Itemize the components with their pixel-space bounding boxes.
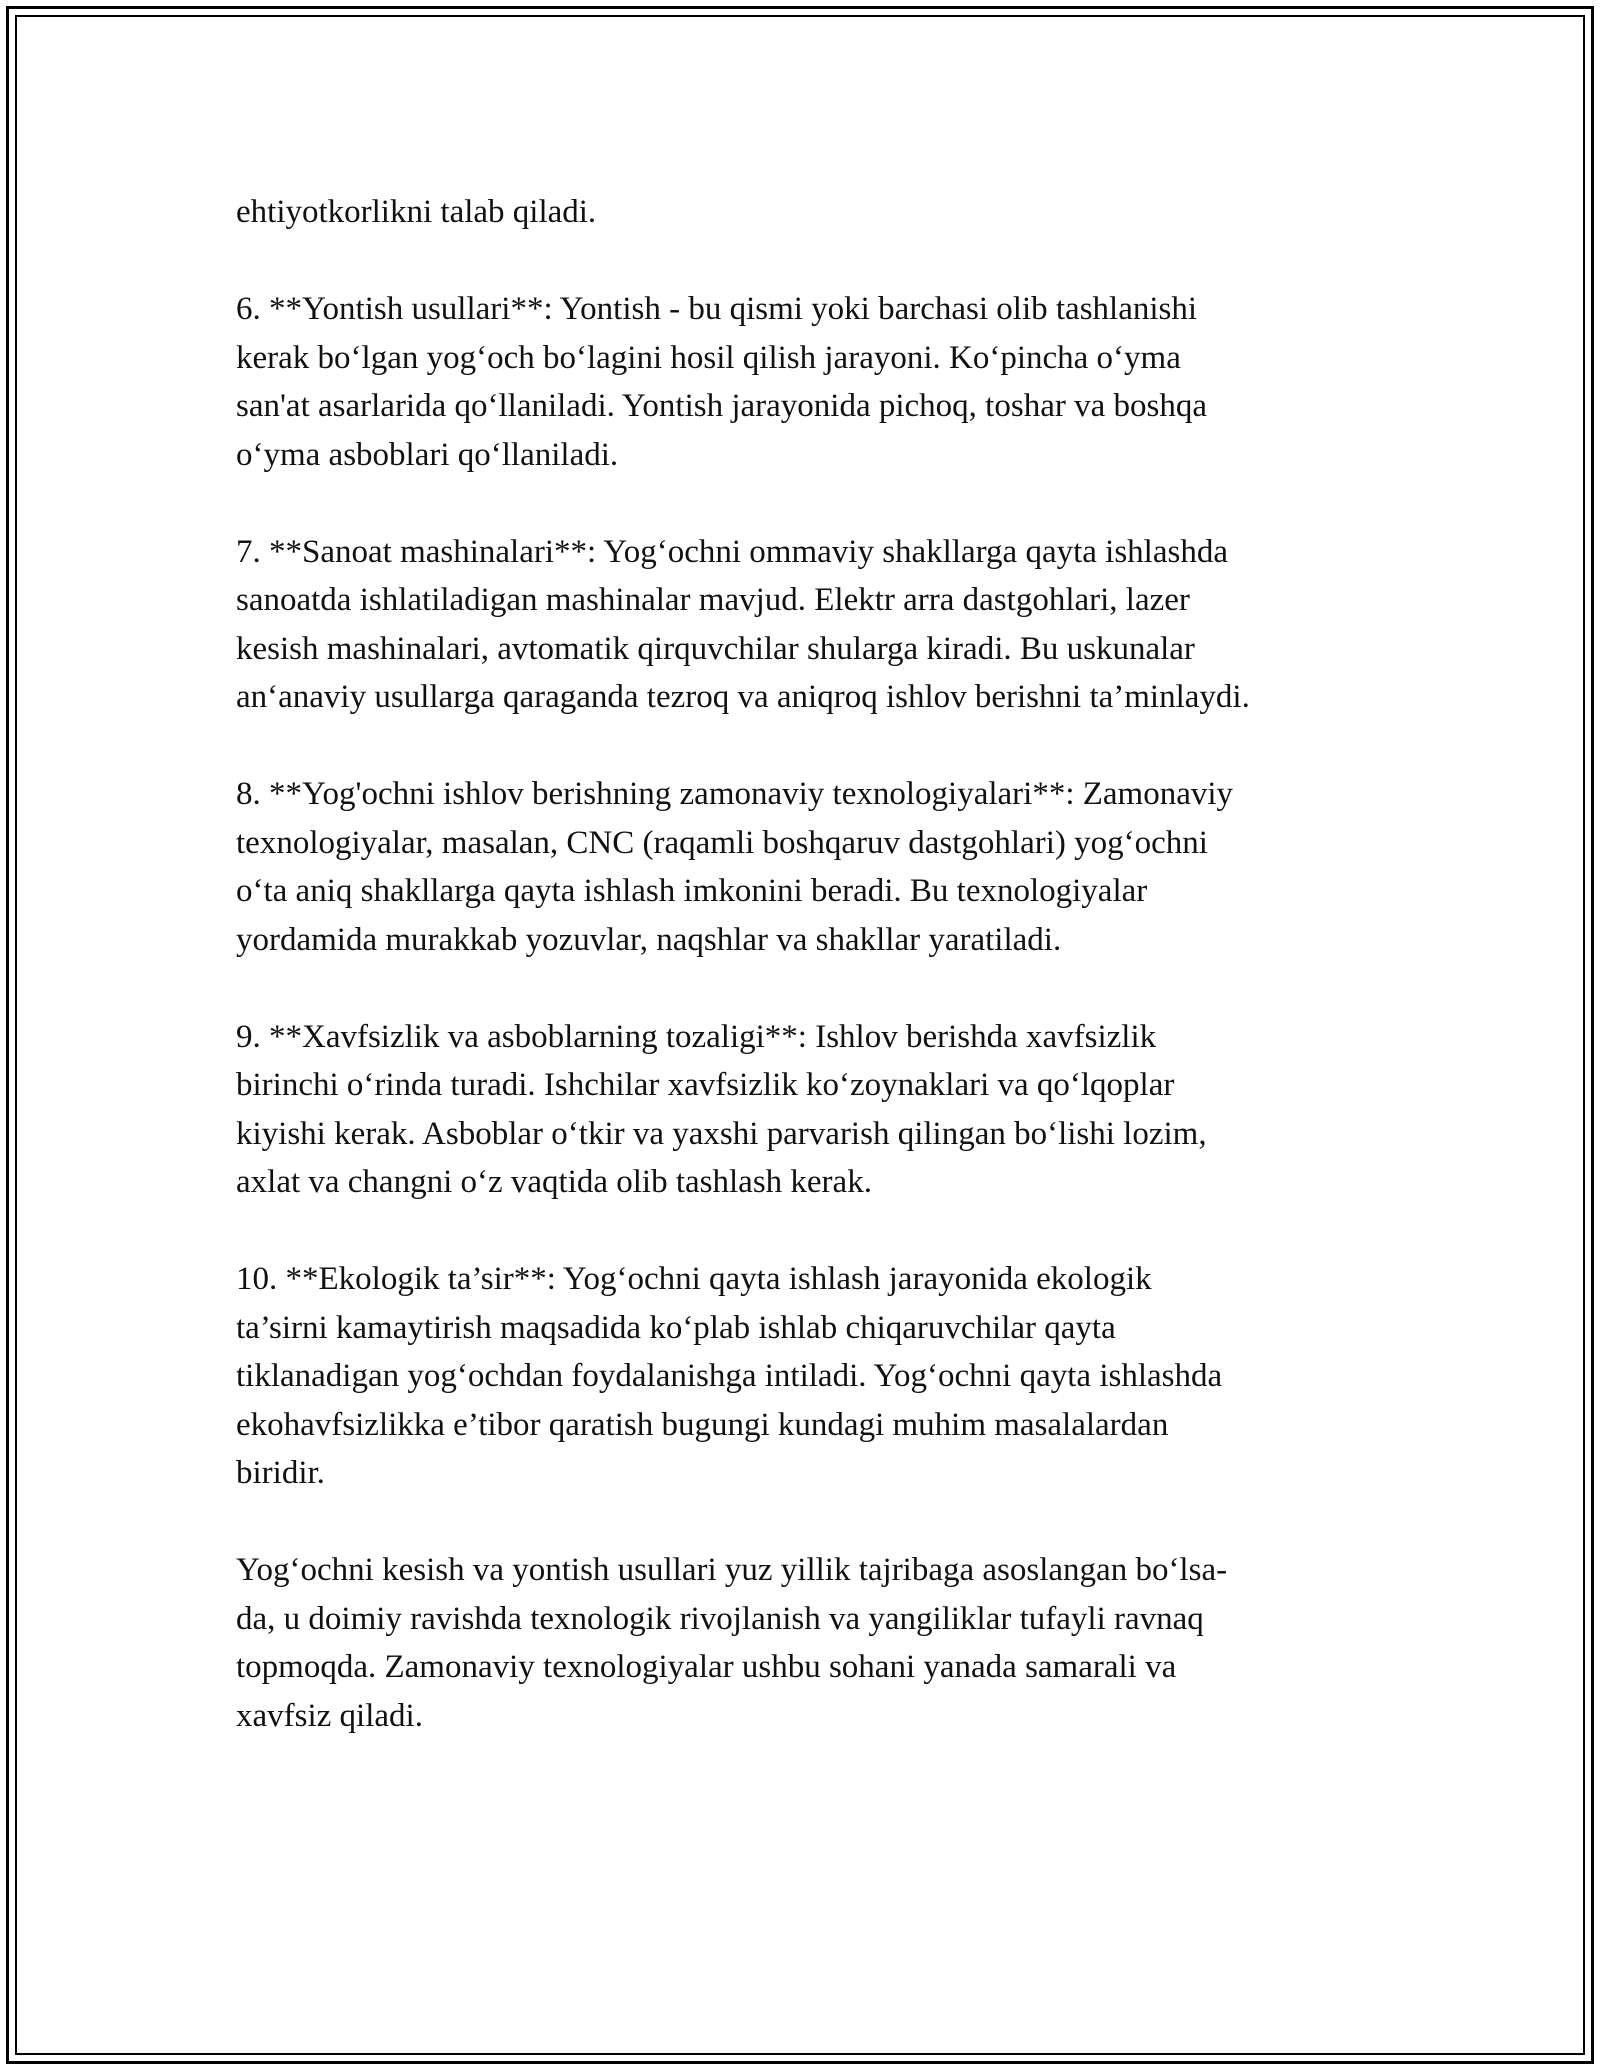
paragraph-item-6: 6. **Yontish usullari**: Yontish - bu qismi yoki barchasi olib tashlanishi kerak bo‘lgan yog‘och bo‘lagini hosil qilish jarayoni. Ko‘pincha o‘yma san'at asarlarida qo‘llaniladi. Yontish jarayonida pichoq, toshar va boshqa o‘yma asboblari qo‘llaniladi. — [236, 291, 1207, 473]
paragraph-item-8: 8. **Yog'ochni ishlov berishning zamonaviy texnologiyalari**: Zamonaviy texnologiyalar, masalan, CNC (raqamli boshqaruv dastgohlari) yog‘ochni o‘ta aniq shakllarga qayta ishlash imkonini beradi. Bu texnologiyalar yordamida murakkab yozuvlar, naqshlar va shakllar yaratiladi. — [236, 776, 1234, 958]
paragraph-item-9: 9. **Xavfsizlik va asboblarning tozaligi**: Ishlov berishda xavfsizlik birinchi o‘rinda turadi. Ishchilar xavfsizlik ko‘zoynaklari va qo‘lqoplar kiyishi kerak. Asboblar o‘tkir va yaxshi parvarish qilingan bo‘lishi lozim, axlat va changni o‘z vaqtida olib tashlash kerak. — [236, 1018, 1207, 1200]
document-body — [236, 188, 1396, 1789]
paragraph-item-7: 7. **Sanoat mashinalari**: Yog‘ochni ommaviy shakllarga qayta ishlashda sanoatda ishlatiladigan mashinalar mavjud. Elektr arra dastgohlari, lazer kesish mashinalari, avtomatik qirquvchilar shularga kiradi. Bu uskunalar an‘anaviy usullarga qaraganda tezroq va aniqroq ishlov berishni ta’minlaydi. — [236, 533, 1250, 715]
paragraph-conclusion: Yog‘ochni kesish va yontish usullari yuz yillik tajribaga asoslangan bo‘lsa- da, u doimiy ravishda texnologik rivojlanish va yangiliklar tufayli ravnaq topmoqda. Zamonaviy texnologiyalar ushbu sohani yanada samarali va xavfsiz qiladi. — [236, 1552, 1228, 1734]
paragraph-item-10: 10. **Ekologik ta’sir**: Yog‘ochni qayta ishlash jarayonida ekologik ta’sirni kamaytirish maqsadida ko‘plab ishlab chiqaruvchilar qayta tiklanadigan yog‘ochdan foydalanishga intiladi. Yog‘ochni qayta ishlashda ekohavfsizlikka e’tibor qaratish bugungi kundagi muhim masalalardan biridir. — [236, 1261, 1223, 1491]
paragraph-continuation: ehtiyotkorlikni talab qiladi. — [236, 194, 597, 230]
